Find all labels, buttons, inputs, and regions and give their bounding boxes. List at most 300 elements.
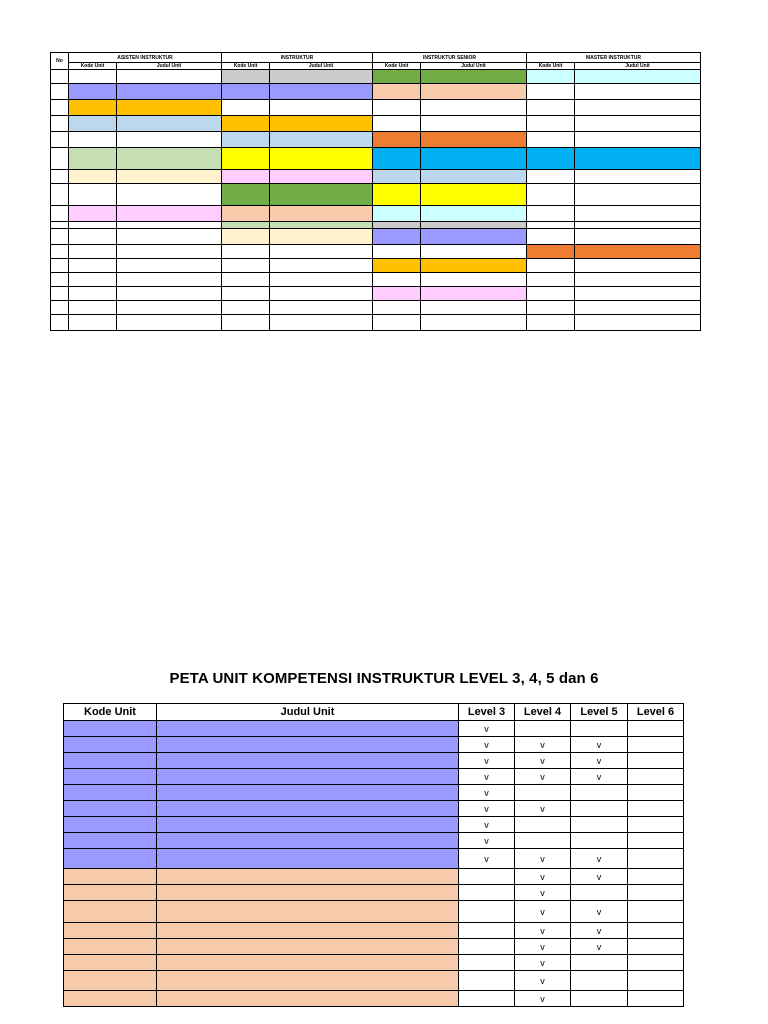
kode-unit-cell — [64, 849, 157, 869]
level-6-mark — [628, 721, 684, 737]
judul-unit-cell — [575, 245, 701, 259]
judul-unit-cell — [270, 259, 373, 273]
judul-unit-cell — [270, 132, 373, 148]
judul-unit-header: Judul Unit — [157, 704, 459, 721]
table-row — [51, 132, 701, 148]
level-6-mark — [628, 901, 684, 923]
kode-unit-cell — [527, 84, 575, 100]
row-number-cell — [51, 301, 69, 315]
kode-unit-cell — [64, 869, 157, 885]
judul-unit-cell — [270, 84, 373, 100]
table-row — [51, 259, 701, 273]
row-number-cell — [51, 70, 69, 84]
level-4-mark: v — [515, 753, 571, 769]
judul-unit-cell — [117, 170, 222, 184]
kode-unit-cell — [527, 229, 575, 245]
judul-unit-cell — [117, 84, 222, 100]
judul-unit-cell — [117, 70, 222, 84]
level-4-mark: v — [515, 801, 571, 817]
kode-unit-cell — [527, 170, 575, 184]
table-row — [51, 148, 701, 170]
judul-unit-cell — [270, 287, 373, 301]
judul-unit-cell — [575, 301, 701, 315]
level-6-mark — [628, 833, 684, 849]
judul-unit-cell — [575, 170, 701, 184]
kode-unit-cell — [69, 206, 117, 222]
judul-unit-cell — [157, 971, 459, 991]
kode-unit-cell — [69, 259, 117, 273]
level-6-mark — [628, 991, 684, 1007]
table-row — [51, 229, 701, 245]
level-5-mark: v — [571, 769, 628, 785]
table-row — [64, 955, 684, 971]
judul-unit-cell — [421, 315, 527, 331]
level-4-mark: v — [515, 955, 571, 971]
kode-unit-cell — [69, 100, 117, 116]
level-3-mark — [459, 971, 515, 991]
judul-unit-cell — [157, 991, 459, 1007]
unit-level-body — [64, 721, 684, 1007]
table-row — [64, 769, 684, 785]
judul-unit-cell — [421, 70, 527, 84]
judul-unit-cell — [575, 116, 701, 132]
level-3-mark — [459, 955, 515, 971]
row-number-cell — [51, 206, 69, 222]
judul-unit-cell — [575, 229, 701, 245]
kode-unit-cell — [527, 148, 575, 170]
level-5-mark: v — [571, 939, 628, 955]
kode-unit-cell — [527, 206, 575, 222]
table-row — [51, 206, 701, 222]
table-row — [64, 801, 684, 817]
table-row — [64, 885, 684, 901]
kode-unit-cell — [527, 116, 575, 132]
kode-unit-cell — [64, 901, 157, 923]
level-6-mark — [628, 801, 684, 817]
level-4-mark: v — [515, 769, 571, 785]
judul-unit-cell — [270, 206, 373, 222]
judul-unit-cell — [421, 170, 527, 184]
kode-unit-cell — [373, 116, 421, 132]
level-3-mark — [459, 923, 515, 939]
level-3-header: Level 3 — [459, 704, 515, 721]
kode-unit-cell — [69, 70, 117, 84]
judul-unit-cell — [421, 222, 527, 229]
kode-unit-cell — [527, 70, 575, 84]
kode-unit-cell — [69, 184, 117, 206]
judul-unit-cell — [117, 245, 222, 259]
judul-unit-cell — [117, 229, 222, 245]
judul-unit-cell — [421, 259, 527, 273]
row-number-cell — [51, 273, 69, 287]
judul-unit-cell — [421, 116, 527, 132]
level-4-mark: v — [515, 991, 571, 1007]
kode-unit-cell — [527, 245, 575, 259]
judul-unit-cell — [117, 116, 222, 132]
level-5-mark: v — [571, 737, 628, 753]
level-3-mark: v — [459, 785, 515, 801]
judul-unit-cell — [117, 315, 222, 331]
kode-unit-cell — [64, 971, 157, 991]
level-6-mark — [628, 955, 684, 971]
group-header-asisten-instruktur: ASISTEN INSTRUKTUR — [69, 53, 222, 63]
kode-unit-header: Kode Unit — [69, 63, 117, 70]
kode-unit-cell — [222, 148, 270, 170]
table-row — [64, 833, 684, 849]
table-row — [51, 84, 701, 100]
kode-unit-cell — [373, 70, 421, 84]
kode-unit-cell — [64, 923, 157, 939]
judul-unit-cell — [117, 100, 222, 116]
level-5-mark — [571, 991, 628, 1007]
judul-unit-cell — [157, 721, 459, 737]
level-5-header: Level 5 — [571, 704, 628, 721]
kode-unit-cell — [69, 287, 117, 301]
kode-unit-cell — [527, 273, 575, 287]
table-row — [64, 785, 684, 801]
kode-unit-header: Kode Unit — [222, 63, 270, 70]
level-4-mark: v — [515, 971, 571, 991]
judul-unit-cell — [575, 184, 701, 206]
table-row — [64, 869, 684, 885]
judul-unit-cell — [575, 222, 701, 229]
judul-unit-cell — [157, 801, 459, 817]
kode-unit-cell — [64, 817, 157, 833]
level-4-mark: v — [515, 939, 571, 955]
table-row — [64, 849, 684, 869]
table-row — [51, 184, 701, 206]
level-6-mark — [628, 817, 684, 833]
level-4-mark: v — [515, 885, 571, 901]
level-5-mark — [571, 785, 628, 801]
kode-unit-cell — [64, 991, 157, 1007]
level-6-mark — [628, 753, 684, 769]
page-title: PETA UNIT KOMPETENSI INSTRUKTUR LEVEL 3, 4, 5 dan 6 — [169, 670, 599, 687]
kode-unit-header: Kode Unit — [527, 63, 575, 70]
judul-unit-cell — [421, 132, 527, 148]
kode-unit-cell — [222, 206, 270, 222]
judul-unit-cell — [575, 132, 701, 148]
judul-unit-cell — [117, 301, 222, 315]
level-4-mark — [515, 817, 571, 833]
row-number-cell — [51, 245, 69, 259]
kode-unit-cell — [64, 833, 157, 849]
kode-unit-cell — [69, 148, 117, 170]
level-6-mark — [628, 769, 684, 785]
kode-unit-cell — [64, 769, 157, 785]
judul-unit-cell — [157, 737, 459, 753]
kode-unit-header: Kode Unit — [64, 704, 157, 721]
level-5-mark — [571, 721, 628, 737]
table-row — [64, 939, 684, 955]
level-3-mark: v — [459, 817, 515, 833]
judul-unit-cell — [157, 869, 459, 885]
group-header-instruktur-senior: INSTRUKTUR SENIOR — [373, 53, 527, 63]
table-row — [51, 273, 701, 287]
level-5-mark: v — [571, 849, 628, 869]
judul-unit-header: Judul Unit — [421, 63, 527, 70]
level-5-mark — [571, 885, 628, 901]
kode-unit-cell — [222, 116, 270, 132]
kode-unit-cell — [222, 184, 270, 206]
row-number-cell — [51, 184, 69, 206]
judul-unit-cell — [157, 785, 459, 801]
judul-unit-cell — [575, 287, 701, 301]
competency-map-body — [51, 70, 701, 331]
level-5-mark: v — [571, 869, 628, 885]
judul-unit-cell — [270, 70, 373, 84]
kode-unit-cell — [527, 287, 575, 301]
level-3-mark: v — [459, 849, 515, 869]
judul-unit-cell — [270, 273, 373, 287]
level-5-mark — [571, 955, 628, 971]
kode-unit-cell — [64, 737, 157, 753]
kode-unit-cell — [222, 301, 270, 315]
judul-unit-cell — [117, 206, 222, 222]
level-3-mark: v — [459, 753, 515, 769]
kode-unit-cell — [69, 229, 117, 245]
kode-unit-cell — [373, 100, 421, 116]
level-5-mark: v — [571, 753, 628, 769]
judul-unit-cell — [157, 939, 459, 955]
table-row — [64, 817, 684, 833]
table-row — [64, 721, 684, 737]
judul-unit-cell — [270, 116, 373, 132]
kode-unit-cell — [373, 259, 421, 273]
kode-unit-cell — [64, 801, 157, 817]
kode-unit-cell — [373, 84, 421, 100]
judul-unit-cell — [575, 259, 701, 273]
judul-unit-cell — [157, 849, 459, 869]
table-row — [51, 100, 701, 116]
judul-unit-cell — [421, 287, 527, 301]
level-4-mark — [515, 785, 571, 801]
kode-unit-cell — [373, 245, 421, 259]
judul-unit-cell — [421, 245, 527, 259]
judul-unit-cell — [117, 273, 222, 287]
judul-unit-cell — [270, 170, 373, 184]
level-5-mark — [571, 817, 628, 833]
kode-unit-cell — [69, 116, 117, 132]
judul-unit-cell — [117, 148, 222, 170]
table-row — [64, 753, 684, 769]
judul-unit-cell — [157, 769, 459, 785]
table-row — [64, 923, 684, 939]
judul-unit-cell — [117, 287, 222, 301]
level-5-mark: v — [571, 901, 628, 923]
judul-unit-cell — [421, 100, 527, 116]
judul-unit-cell — [575, 84, 701, 100]
kode-unit-cell — [373, 315, 421, 331]
level-6-mark — [628, 785, 684, 801]
kode-unit-cell — [222, 132, 270, 148]
kode-unit-cell — [373, 184, 421, 206]
group-header-master-instruktur: MASTER INSTRUKTUR — [527, 53, 701, 63]
judul-unit-cell — [270, 148, 373, 170]
judul-unit-cell — [157, 753, 459, 769]
table-row — [51, 315, 701, 331]
level-4-mark — [515, 833, 571, 849]
judul-unit-cell — [270, 222, 373, 229]
judul-unit-header: Judul Unit — [575, 63, 701, 70]
level-6-mark — [628, 849, 684, 869]
row-number-cell — [51, 259, 69, 273]
level-3-mark — [459, 869, 515, 885]
judul-unit-cell — [421, 148, 527, 170]
judul-unit-cell — [421, 301, 527, 315]
judul-unit-cell — [117, 259, 222, 273]
level-4-mark: v — [515, 737, 571, 753]
judul-unit-cell — [157, 923, 459, 939]
kode-unit-cell — [69, 245, 117, 259]
judul-unit-cell — [117, 222, 222, 229]
judul-unit-cell — [421, 273, 527, 287]
judul-unit-cell — [421, 229, 527, 245]
table-row — [51, 116, 701, 132]
kode-unit-cell — [222, 84, 270, 100]
kode-unit-cell — [527, 100, 575, 116]
judul-unit-cell — [575, 100, 701, 116]
level-4-header: Level 4 — [515, 704, 571, 721]
kode-unit-cell — [64, 785, 157, 801]
row-number-cell — [51, 229, 69, 245]
kode-unit-cell — [222, 100, 270, 116]
level-6-mark — [628, 737, 684, 753]
table-row — [64, 971, 684, 991]
level-6-mark — [628, 885, 684, 901]
level-6-header: Level 6 — [628, 704, 684, 721]
kode-unit-cell — [64, 753, 157, 769]
table-row — [51, 170, 701, 184]
table-row — [51, 287, 701, 301]
kode-unit-cell — [64, 721, 157, 737]
table-row — [64, 991, 684, 1007]
kode-unit-cell — [527, 315, 575, 331]
level-3-mark: v — [459, 769, 515, 785]
kode-unit-cell — [222, 315, 270, 331]
level-4-mark: v — [515, 901, 571, 923]
kode-unit-cell — [527, 132, 575, 148]
level-5-mark — [571, 971, 628, 991]
judul-unit-header: Judul Unit — [270, 63, 373, 70]
kode-unit-cell — [527, 184, 575, 206]
level-3-mark — [459, 885, 515, 901]
row-number-cell — [51, 148, 69, 170]
kode-unit-cell — [373, 148, 421, 170]
kode-unit-cell — [373, 170, 421, 184]
level-4-mark: v — [515, 849, 571, 869]
unit-level-table — [63, 703, 684, 1007]
row-number-cell — [51, 170, 69, 184]
kode-unit-cell — [222, 245, 270, 259]
level-3-mark: v — [459, 721, 515, 737]
kode-unit-cell — [222, 170, 270, 184]
judul-unit-cell — [157, 901, 459, 923]
kode-unit-cell — [222, 287, 270, 301]
judul-unit-cell — [575, 315, 701, 331]
row-number-cell — [51, 116, 69, 132]
judul-unit-cell — [421, 184, 527, 206]
level-6-mark — [628, 939, 684, 955]
level-3-mark — [459, 939, 515, 955]
level-6-mark — [628, 971, 684, 991]
judul-unit-cell — [421, 84, 527, 100]
kode-unit-cell — [222, 273, 270, 287]
judul-unit-cell — [575, 273, 701, 287]
kode-unit-cell — [64, 939, 157, 955]
kode-unit-cell — [222, 222, 270, 229]
judul-unit-cell — [270, 100, 373, 116]
kode-unit-cell — [222, 70, 270, 84]
kode-unit-cell — [69, 132, 117, 148]
table-row — [51, 222, 701, 229]
kode-unit-cell — [527, 301, 575, 315]
kode-unit-cell — [69, 170, 117, 184]
row-number-cell — [51, 132, 69, 148]
judul-unit-cell — [270, 245, 373, 259]
level-5-mark: v — [571, 923, 628, 939]
level-4-mark: v — [515, 923, 571, 939]
level-6-mark — [628, 869, 684, 885]
kode-unit-cell — [373, 206, 421, 222]
judul-unit-cell — [157, 817, 459, 833]
row-number-cell — [51, 222, 69, 229]
judul-unit-cell — [117, 184, 222, 206]
kode-unit-cell — [64, 885, 157, 901]
kode-unit-cell — [527, 259, 575, 273]
kode-unit-cell — [69, 222, 117, 229]
kode-unit-cell — [69, 84, 117, 100]
judul-unit-cell — [270, 301, 373, 315]
table-row — [51, 70, 701, 84]
kode-unit-cell — [222, 259, 270, 273]
level-3-mark — [459, 901, 515, 923]
judul-unit-cell — [575, 206, 701, 222]
kode-unit-cell — [373, 287, 421, 301]
kode-unit-cell — [69, 273, 117, 287]
row-number-cell — [51, 84, 69, 100]
level-5-mark — [571, 801, 628, 817]
row-number-cell — [51, 287, 69, 301]
judul-unit-cell — [575, 148, 701, 170]
judul-unit-header: Judul Unit — [117, 63, 222, 70]
level-3-mark: v — [459, 801, 515, 817]
judul-unit-cell — [575, 70, 701, 84]
level-4-mark — [515, 721, 571, 737]
row-number-cell — [51, 315, 69, 331]
level-5-mark — [571, 833, 628, 849]
judul-unit-cell — [157, 885, 459, 901]
judul-unit-cell — [421, 206, 527, 222]
kode-unit-cell — [527, 222, 575, 229]
table-row — [51, 301, 701, 315]
judul-unit-cell — [270, 184, 373, 206]
kode-unit-header: Kode Unit — [373, 63, 421, 70]
kode-unit-cell — [373, 273, 421, 287]
judul-unit-cell — [157, 955, 459, 971]
level-6-mark — [628, 923, 684, 939]
row-number-cell — [51, 100, 69, 116]
level-3-mark — [459, 991, 515, 1007]
group-header-instruktur: INSTRUKTUR — [222, 53, 373, 63]
competency-map-table — [50, 52, 701, 331]
table-row — [64, 737, 684, 753]
kode-unit-cell — [373, 229, 421, 245]
level-3-mark: v — [459, 737, 515, 753]
kode-unit-cell — [69, 301, 117, 315]
kode-unit-cell — [64, 955, 157, 971]
judul-unit-cell — [270, 229, 373, 245]
